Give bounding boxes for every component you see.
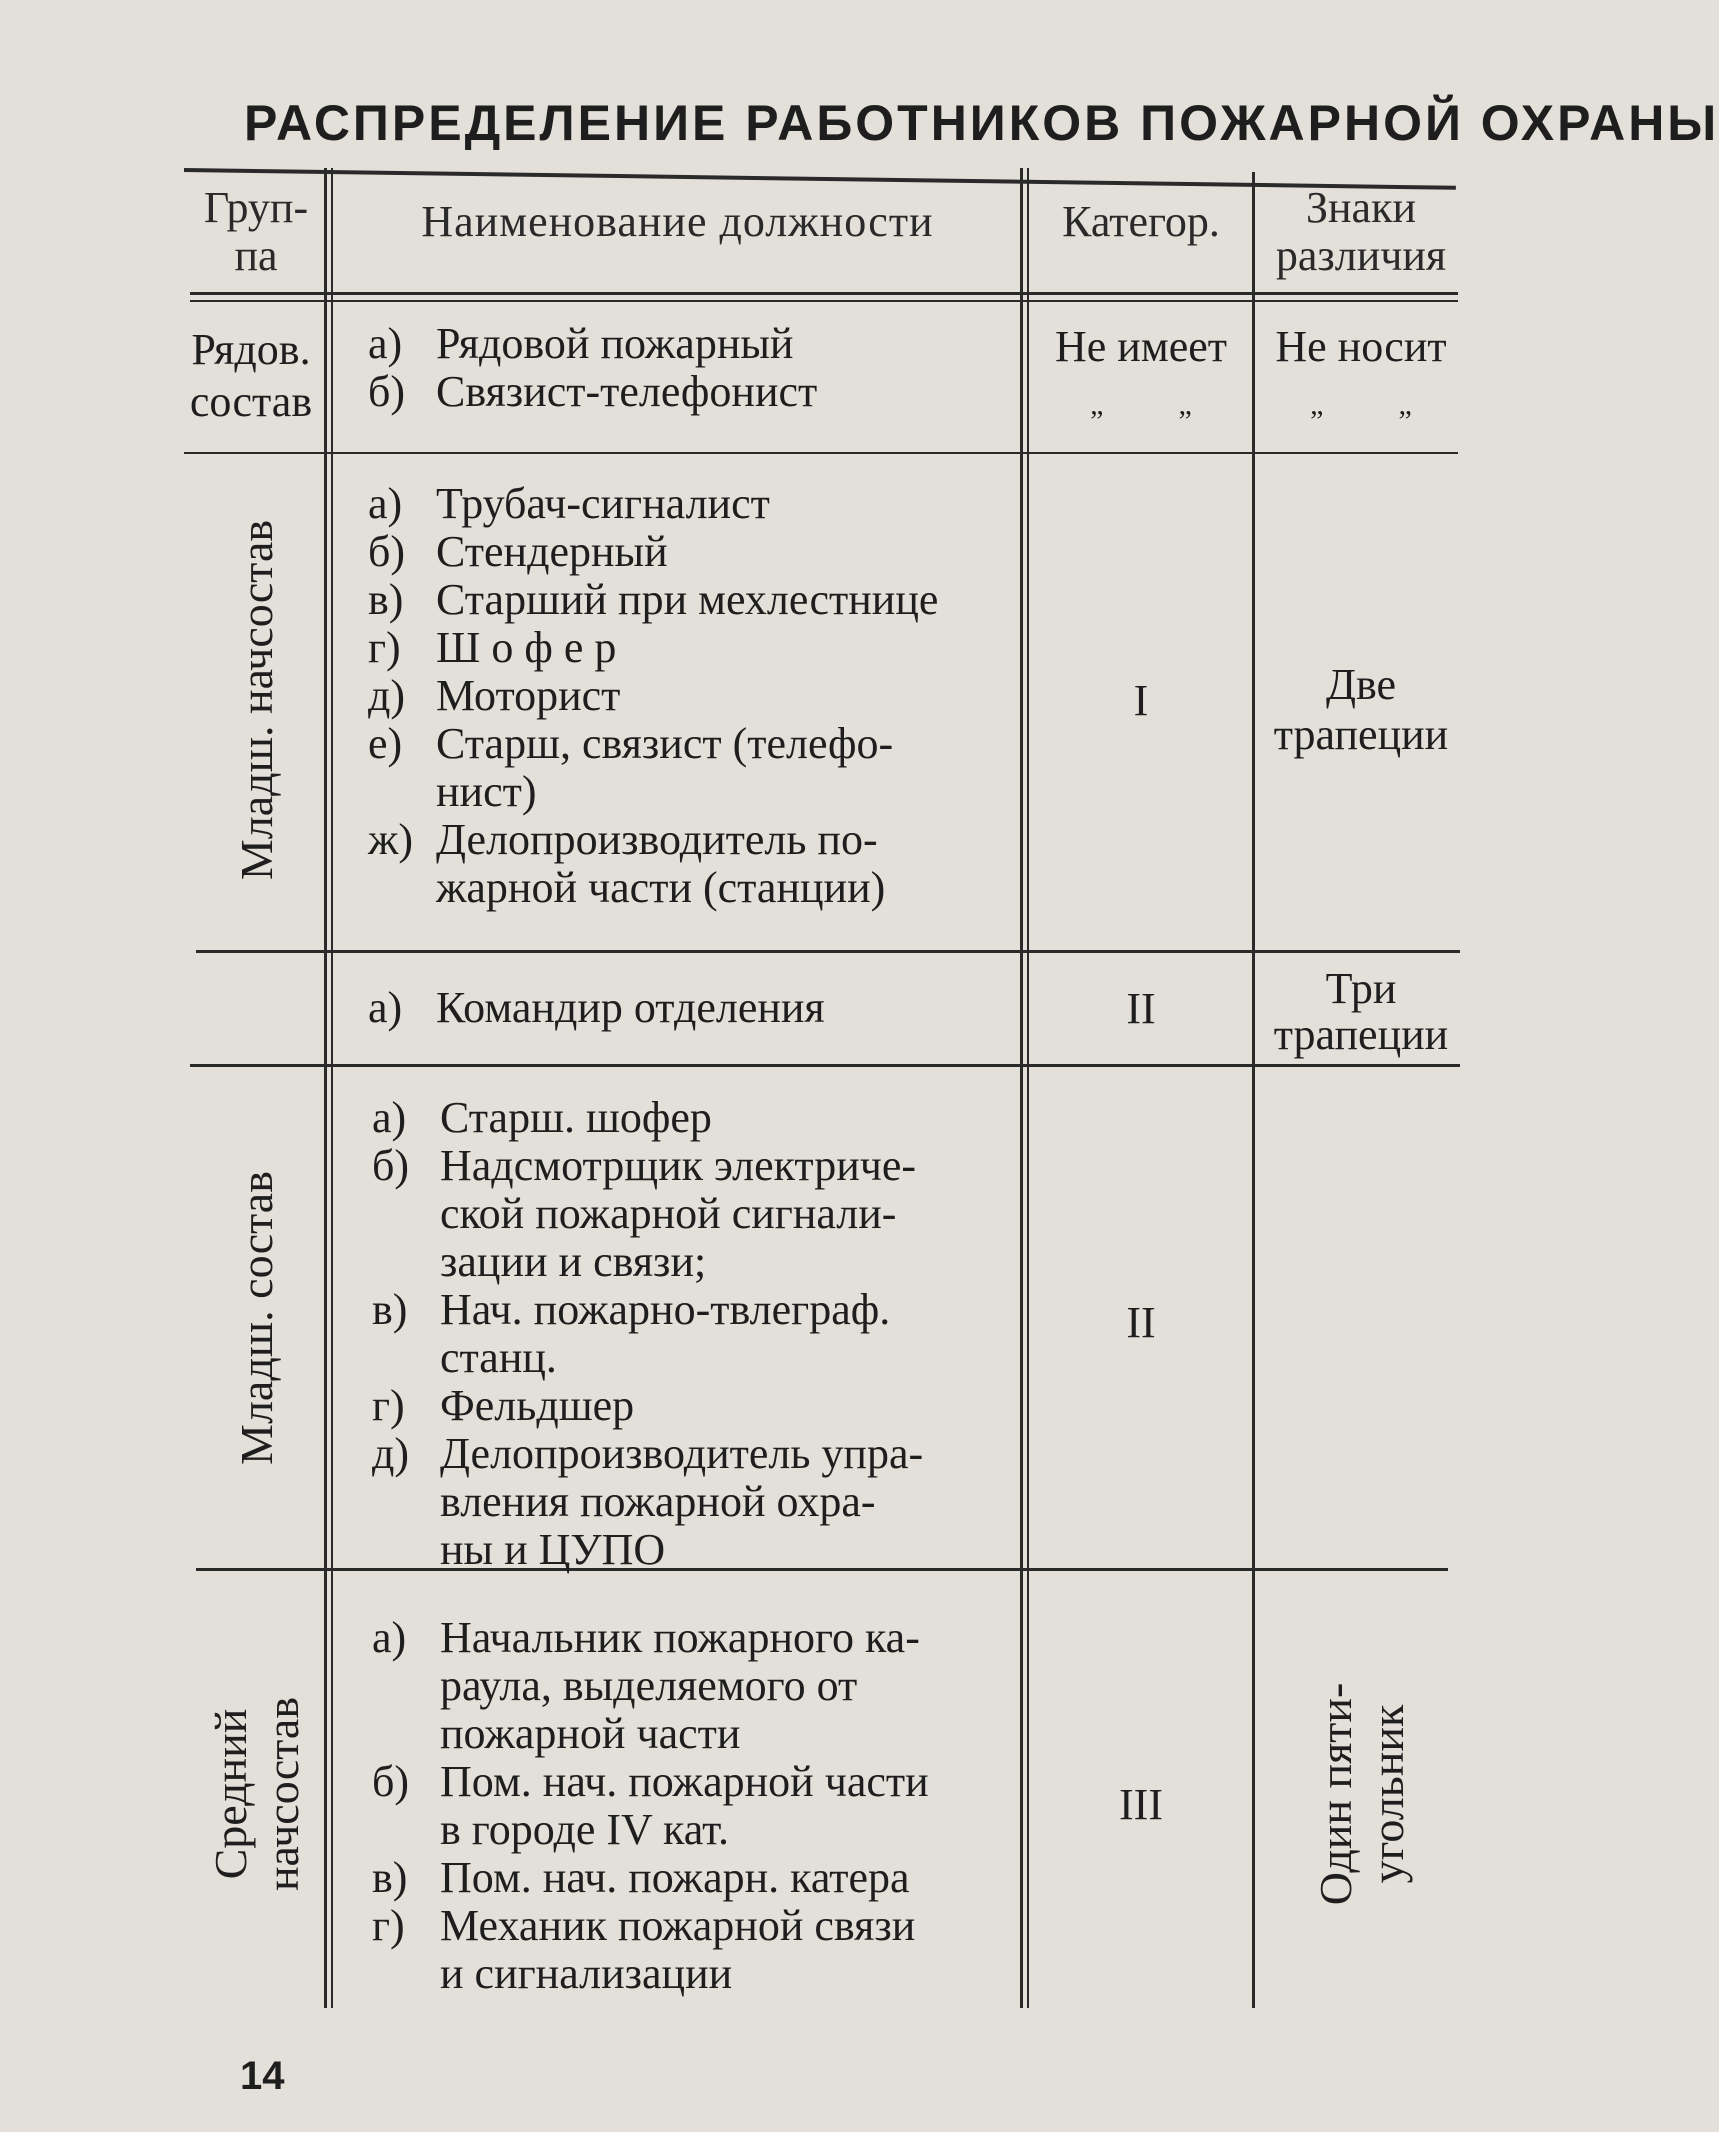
row2-category: I [1133, 676, 1149, 725]
list-item: г) Ш о ф е р [368, 623, 617, 672]
header-bottom-rule-2 [190, 300, 1458, 302]
row1-bottom-rule [184, 452, 1458, 454]
row4-position-list [372, 1094, 923, 1574]
list-item: а) Трубач-сигналист [368, 479, 770, 528]
header-insignia: Знаки различия [1275, 183, 1447, 280]
list-item: г) Механик пожарной связи и сигнализации [372, 1901, 916, 1998]
header-bottom-rule [190, 292, 1458, 295]
row3-position-list [368, 984, 825, 1032]
col-divider-category [1252, 172, 1255, 2008]
list-item: а) Старш. шофер [372, 1093, 712, 1142]
list-item: б) Надсмотрщик электриче- ской пожарной сигнали- зации и связи; [372, 1141, 917, 1286]
row3-insignia: Три трапеции [1273, 964, 1449, 1059]
header-group: Груп- па [203, 183, 309, 280]
list-item: д) Моторист [368, 671, 621, 720]
list-item: а) Начальник пожарного ка- раула, выделяемого от пожарной части [372, 1613, 920, 1758]
list-item: б) Пом. нач. пожарной части в городе IV кат. [372, 1757, 929, 1854]
row1-group: Рядов. состав [189, 325, 313, 426]
row2-group: Младш. начсостав [231, 519, 282, 881]
list-item: а) Рядовой пожарный [368, 319, 794, 368]
row2-insignia: Две трапеции [1273, 660, 1449, 759]
row5-position-list [372, 1614, 929, 1998]
col-divider-position [1020, 168, 1023, 2008]
list-item: в) Старший при мехлестнице [368, 575, 939, 624]
row1-category: Не имеет „ „ [1055, 322, 1227, 421]
list-item: в) Нач. пожарно-твлеграф. станц. [372, 1285, 891, 1382]
row2-bottom-rule [196, 950, 1460, 953]
header-category: Категор. [1062, 197, 1220, 246]
list-item: б) Стендерный [368, 527, 668, 576]
col-divider-group [324, 168, 327, 2008]
page-number: 14 [240, 2054, 285, 2098]
row1-position-list [368, 320, 817, 416]
row1-insignia: Не носит „ „ [1275, 322, 1447, 421]
row5-insignia: Один пяти- угольник [1310, 1682, 1413, 1906]
row3-category: II [1126, 984, 1156, 1033]
list-item: ж) Делопроизводитель по- жарной части (станции) [368, 815, 886, 912]
row3-bottom-rule [190, 1064, 1460, 1067]
row4-group: Младш. состав [231, 1171, 282, 1465]
list-item: е) Старш, связист (телефо- нист) [368, 719, 894, 816]
header-position: Наименование должности [421, 197, 934, 246]
col-divider-group-2 [331, 168, 333, 2008]
list-item: в) Пом. нач. пожарн. катера [372, 1853, 910, 1902]
list-item: г) Фельдшер [372, 1381, 635, 1430]
row2-position-list [368, 480, 938, 912]
row4-category: II [1126, 1298, 1156, 1347]
list-item: б) Связист-телефонист [368, 367, 818, 416]
page-title: РАСПРЕДЕЛЕНИЕ РАБОТНИКОВ ПОЖАРНОЙ ОХРАНЫ [244, 95, 1719, 151]
row5-group: Средний начсостав [205, 1696, 308, 1892]
list-item: а) Командир отделения [368, 983, 825, 1032]
list-item: д) Делопроизводитель упра- вления пожарной охра- ны и ЦУПО [372, 1429, 924, 1574]
col-divider-position-2 [1027, 168, 1029, 2008]
row5-category: III [1119, 1780, 1163, 1829]
